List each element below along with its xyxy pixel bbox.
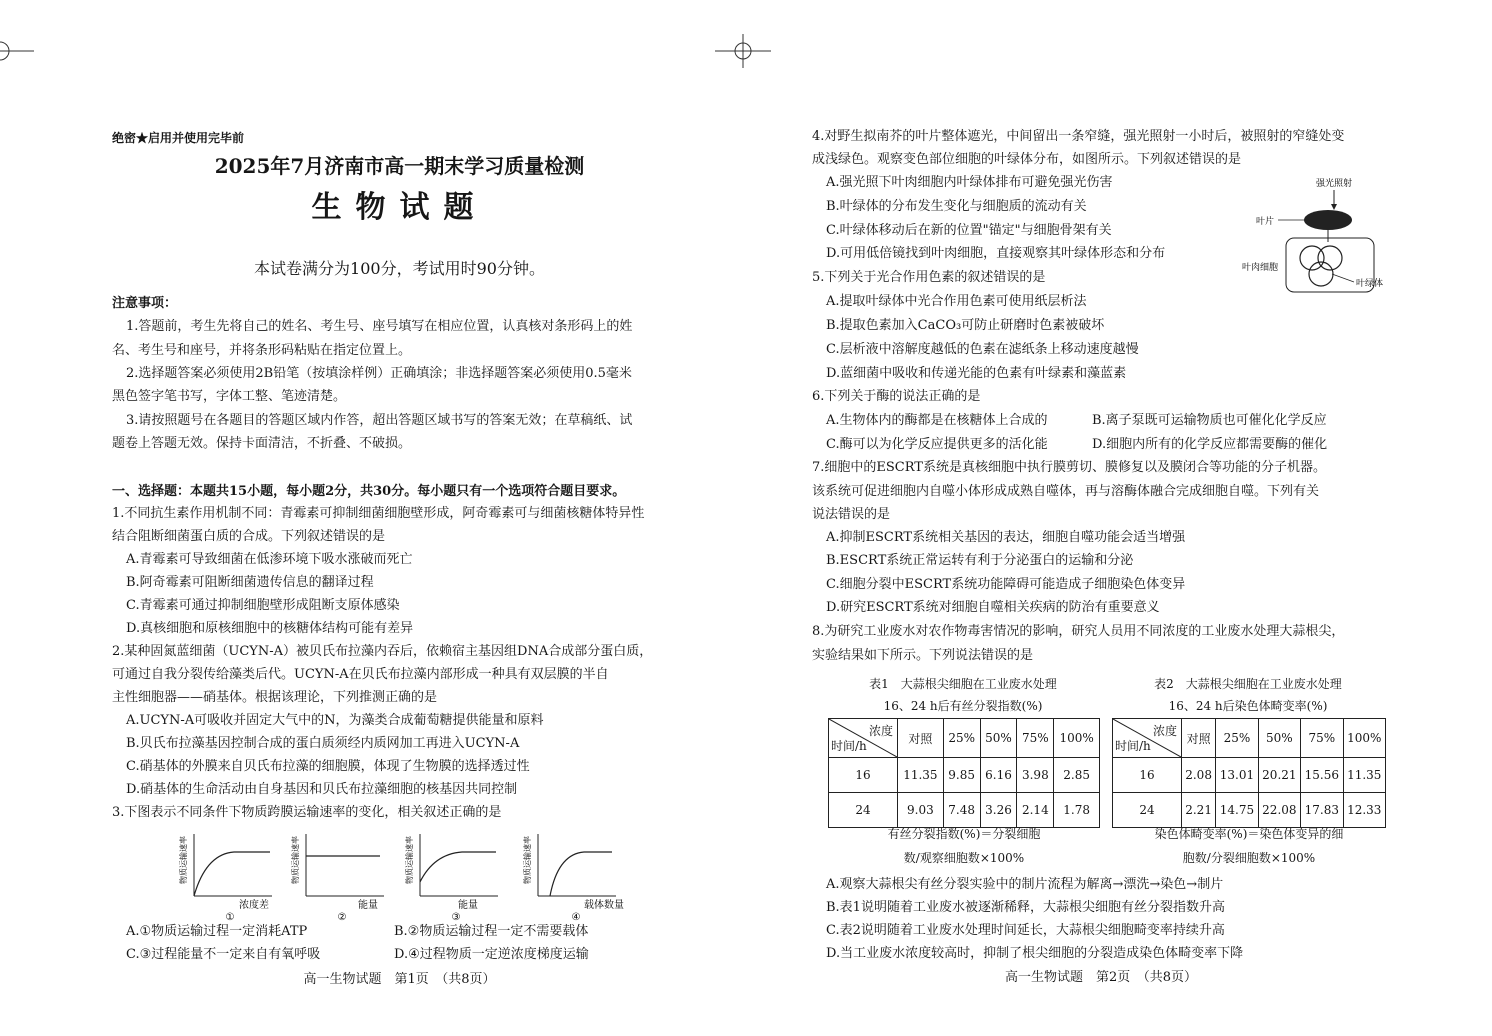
table-row — [829, 793, 1100, 828]
q7-stem: 说法错误的是 — [812, 507, 891, 522]
q7-option-d: D.研究ESCRT系统对细胞自噬相关疾病的防治有重要意义 — [826, 600, 1160, 615]
table2-header: 100% — [1343, 719, 1385, 758]
q8-option-c: C.表2说明随着工业废水处理时间延长，大蒜根尖细胞畸变率持续升高 — [826, 923, 1225, 938]
table1 — [828, 718, 1100, 828]
table2-header: 对照 — [1182, 719, 1216, 758]
q5-stem: 5.下列关于光合作用色素的叙述错误的是 — [812, 270, 1046, 285]
table1-cell: 9.85 — [943, 758, 980, 793]
table1-header: 50% — [980, 719, 1017, 758]
table2-header: 25% — [1216, 719, 1258, 758]
table-row — [1113, 793, 1386, 828]
table1-header: 25% — [943, 719, 980, 758]
graph-1 — [178, 834, 272, 923]
q7-option-b: B.ESCRT系统正常运转有利于分泌蛋白的运输和分泌 — [826, 553, 1134, 568]
table2-note: 染色体畸变率(%)＝染色体变异的细 — [1154, 827, 1344, 841]
notice-line: 题卷上答题无效。保持卡面清洁，不折叠、不破损。 — [112, 436, 412, 451]
notice-line: 名、考生号和座号，并将条形码粘贴在指定位置上。 — [112, 343, 412, 358]
registration-mark-top — [715, 34, 771, 68]
q3-option-d: D.④过程物质一定逆浓度梯度运输 — [394, 947, 589, 962]
table2-time: 16 — [1113, 758, 1182, 793]
registration-mark-left — [0, 36, 34, 66]
table2-cell: 12.33 — [1343, 793, 1385, 828]
q5-option-a: A.提取叶绿体中光合作用色素可使用纸层析法 — [826, 294, 1087, 309]
table-row — [829, 758, 1100, 793]
table1-cell: 6.16 — [980, 758, 1017, 793]
table2-corner-bottom: 时间/h — [1115, 739, 1151, 753]
page-footer: 高一生物试题 第1页 （共8页） — [303, 972, 496, 987]
graph-1-ylabel: 物质运输速率 — [179, 836, 188, 884]
graph-3-ylabel: 物质运输速率 — [405, 836, 414, 884]
q1-option-a: A.青霉素可导致细菌在低渗环境下吸水涨破而死亡 — [126, 552, 413, 567]
q4-option-d: D.可用低倍镜找到叶肉细胞，直接观察其叶绿体形态和分布 — [826, 246, 1166, 261]
figure-label-chloroplast: 叶绿体 — [1356, 279, 1384, 289]
q5-option-c: C.层析液中溶解度越低的色素在滤纸条上移动速度越慢 — [826, 342, 1139, 357]
table2-corner-top: 浓度 — [1152, 724, 1177, 738]
graph-1-number: ① — [225, 912, 235, 923]
page-footer: 高一生物试题 第2页 （共8页） — [1004, 970, 1198, 985]
q8-option-b: B.表1说明随着工业废水被逐渐稀释，大蒜根尖细胞有丝分裂指数升高 — [826, 900, 1225, 915]
q6-option-d: D.细胞内所有的化学反应都需要酶的催化 — [1092, 437, 1328, 452]
notice-line: 黑色签字笔书写，字体工整、笔迹清楚。 — [112, 389, 347, 404]
graph-1-xlabel: 浓度差 — [239, 900, 269, 911]
q3-option-b: B.②物质运输过程一定不需要载体 — [394, 924, 589, 939]
q1-option-b: B.阿奇霉素可阻断细菌遗传信息的翻译过程 — [126, 575, 374, 590]
table2-cell: 14.75 — [1216, 793, 1258, 828]
q8-option-a: A.观察大蒜根尖有丝分裂实验中的制片流程为解离→漂洗→染色→制片 — [826, 877, 1224, 892]
q8-option-d: D.当工业废水浓度较高时，抑制了根尖细胞的分裂造成染色体畸变率下降 — [826, 946, 1244, 961]
table2 — [1112, 718, 1386, 828]
table2-header: 50% — [1258, 719, 1300, 758]
q5-option-b: B.提取色素加入CaCO₃可防止研磨时色素被破坏 — [826, 318, 1105, 333]
table1-time: 16 — [829, 758, 898, 793]
figure-label-light: 强光照射 — [1315, 179, 1353, 189]
q7-stem: 该系统可促进细胞内自噬小体形成成熟自噬体，再与溶酶体融合完成细胞自噬。下列有关 — [812, 484, 1320, 499]
graph-3-number: ③ — [451, 912, 461, 923]
q2-option-c: C.硝基体的外膜来自贝氏布拉藻的细胞膜，体现了生物膜的选择透过性 — [126, 759, 530, 774]
table1-time: 24 — [829, 793, 898, 828]
q1-stem: 结合阻断细菌蛋白质的合成。下列叙述错误的是 — [112, 529, 386, 544]
subject-title: 生物试题 — [311, 190, 488, 225]
q8-stem: 实验结果如下所示。下列说法错误的是 — [812, 648, 1034, 663]
table2-cell: 20.21 — [1258, 758, 1300, 793]
q7-option-a: A.抑制ESCRT系统相关基因的表达，细胞自噬功能会适当增强 — [826, 530, 1186, 545]
q2-option-d: D.硝基体的生命活动由自身基因和贝氏布拉藻细胞的核基因共同控制 — [126, 782, 518, 797]
graph-4-number: ④ — [571, 912, 581, 923]
table1-header: 75% — [1017, 719, 1054, 758]
table2-cell: 22.08 — [1258, 793, 1300, 828]
q2-stem: 主性细胞器——硝基体。根据该理论，下列推测正确的是 — [112, 690, 438, 705]
table2-cell: 2.21 — [1182, 793, 1216, 828]
graph-2-ylabel: 物质运输速率 — [291, 836, 300, 884]
table2-header: 75% — [1301, 719, 1343, 758]
confidential-label: 绝密★启用并使用完毕前 — [112, 131, 245, 145]
q3-graphs — [172, 826, 652, 924]
notice-heading: 注意事项： — [112, 296, 178, 311]
table1-cell: 9.03 — [898, 793, 944, 828]
table2-cell: 13.01 — [1216, 758, 1258, 793]
table1-header: 100% — [1054, 719, 1100, 758]
graph-4-xlabel: 载体数量 — [584, 900, 624, 911]
graph-2-xlabel: 能量 — [358, 900, 378, 911]
notice-line: 3.请按照题号在各题目的答题区域内作答，超出答题区域书写的答案无效；在草稿纸、试 — [126, 413, 633, 428]
table1-cell: 3.98 — [1017, 758, 1054, 793]
q4-option-a: A.强光照下叶肉细胞内叶绿体排布可避免强光伤害 — [826, 175, 1113, 190]
q6-option-a: A.生物体内的酶都是在核糖体上合成的 — [826, 413, 1048, 428]
q7-stem: 7.细胞中的ESCRT系统是真核细胞中执行膜剪切、膜修复以及膜闭合等功能的分子机器。 — [812, 460, 1326, 475]
q4-option-b: B.叶绿体的分布发生变化与细胞质的流动有关 — [826, 199, 1087, 214]
notice-line: 1.答题前，考生先将自己的姓名、考生号、座号填写在相应位置，认真核对条形码上的姓 — [126, 319, 633, 334]
table1-header: 对照 — [898, 719, 944, 758]
q4-stem: 成浅绿色。观察变色部位细胞的叶绿体分布，如图所示。下列叙述错误的是 — [812, 152, 1242, 167]
table1-cell: 7.48 — [943, 793, 980, 828]
q4-option-c: C.叶绿体移动后在新的位置"锚定"与细胞骨架有关 — [826, 223, 1112, 238]
table1-note: 数/观察细胞数×100% — [903, 851, 1025, 865]
q6-option-b: B.离子泵既可运输物质也可催化化学反应 — [1092, 413, 1327, 428]
table1-cell: 3.26 — [980, 793, 1017, 828]
figure-label-cell: 叶肉细胞 — [1242, 263, 1279, 273]
q4-stem: 4.对野生拟南芥的叶片整体遮光，中间留出一条窄缝，强光照射一小时后，被照射的窄缝处变 — [812, 129, 1345, 144]
figure-label-leaf: 叶片 — [1256, 217, 1275, 227]
table-row — [1113, 758, 1386, 793]
table2-time: 24 — [1113, 793, 1182, 828]
q7-option-c: C.细胞分裂中ESCRT系统功能障碍可能造成子细胞染色体变异 — [826, 577, 1186, 592]
graph-2 — [290, 834, 384, 923]
q1-stem: 1.不同抗生素作用机制不同：青霉素可抑制细菌细胞壁形成，阿奇霉素可与细菌核糖体特异性 — [112, 506, 645, 521]
q2-option-b: B.贝氏布拉藻基因控制合成的蛋白质须经内质网加工再进入UCYN-A — [126, 736, 520, 751]
table2-title: 表2 大蒜根尖细胞在工业废水处理 — [1154, 677, 1342, 691]
section-heading: 一、选择题：本题共15小题，每小题2分，共30分。每小题只有一个选项符合题目要求。 — [112, 484, 626, 499]
graph-3 — [404, 834, 498, 923]
table2-note: 胞数/分裂细胞数×100% — [1182, 851, 1316, 865]
table1-corner-bottom: 时间/h — [831, 739, 867, 753]
table2-corner — [1113, 719, 1182, 758]
graph-2-number: ② — [337, 912, 347, 923]
q3-option-c: C.③过程能量不一定来自有氧呼吸 — [126, 947, 321, 962]
q6-stem: 6.下列关于酶的说法正确的是 — [812, 389, 981, 404]
q2-stem: 2.某种固氮蓝细菌（UCYN-A）被贝氏布拉藻内吞后，依赖宿主基因组DNA合成部分蛋白质， — [112, 644, 653, 659]
q2-stem: 可通过自我分裂传给藻类后代。UCYN-A在贝氏布拉藻内部形成一种具有双层膜的半自 — [112, 667, 609, 682]
page-2 — [812, 0, 1390, 1036]
exam-title: 2025年7月济南市高一期末学习质量检测 — [214, 154, 585, 178]
table2-cell: 15.56 — [1301, 758, 1343, 793]
table1-note: 有丝分裂指数(%)＝分裂细胞 — [887, 827, 1041, 841]
table2-subtitle: 16、24 h后染色体畸变率(%) — [1168, 699, 1328, 713]
q2-option-a: A.UCYN-A可吸收并固定大气中的N，为藻类合成葡萄糖提供能量和原料 — [126, 713, 544, 728]
graph-3-xlabel: 能量 — [458, 900, 478, 911]
graph-4-ylabel: 物质运输速率 — [523, 836, 532, 884]
table2-cell: 11.35 — [1343, 758, 1385, 793]
exam-info: 本试卷满分为100分，考试用时90分钟。 — [254, 259, 545, 278]
q3-stem: 3.下图表示不同条件下物质跨膜运输速率的变化，相关叙述正确的是 — [112, 805, 502, 820]
q8-stem: 8.为研究工业废水对农作物毒害情况的影响，研究人员用不同浓度的工业废水处理大蒜根尖， — [812, 624, 1345, 639]
table1-title: 表1 大蒜根尖细胞在工业废水处理 — [869, 677, 1057, 691]
q6-option-c: C.酶可以为化学反应提供更多的活化能 — [826, 437, 1048, 452]
table2-cell: 2.08 — [1182, 758, 1216, 793]
table1-corner-top: 浓度 — [868, 724, 893, 738]
q3-option-a: A.①物质运输过程一定消耗ATP — [126, 924, 308, 939]
table1-subtitle: 16、24 h后有丝分裂指数(%) — [883, 699, 1043, 713]
q1-option-d: D.真核细胞和原核细胞中的核糖体结构可能有差异 — [126, 621, 414, 636]
table2-cell: 17.83 — [1301, 793, 1343, 828]
table1-cell: 1.78 — [1054, 793, 1100, 828]
table1-cell: 2.85 — [1054, 758, 1100, 793]
q1-option-c: C.青霉素可通过抑制细胞壁形成阻断支原体感染 — [126, 598, 400, 613]
graph-4 — [522, 834, 624, 923]
table1-cell: 11.35 — [898, 758, 944, 793]
page-1 — [112, 0, 687, 1036]
table1-cell: 2.14 — [1017, 793, 1054, 828]
table1-corner — [829, 719, 898, 758]
q5-option-d: D.蓝细菌中吸收和传递光能的色素有叶绿素和藻蓝素 — [826, 366, 1127, 381]
notice-line: 2.选择题答案必须使用2B铅笔（按填涂样例）正确填涂；非选择题答案必须使用0.5毫米 — [126, 366, 632, 381]
